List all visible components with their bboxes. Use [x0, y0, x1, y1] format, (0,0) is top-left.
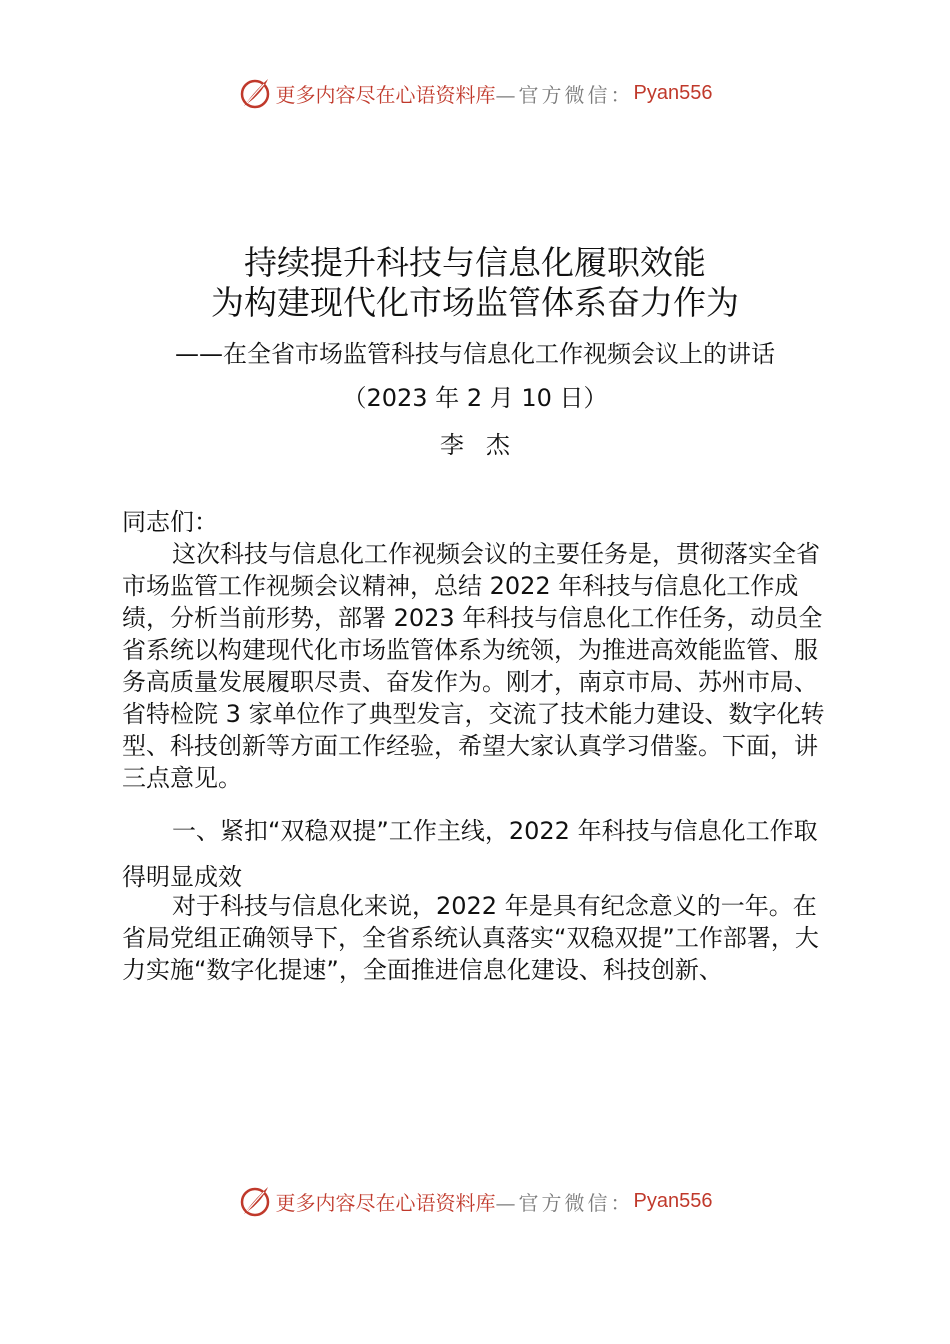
speech-date: （2023 年 2 月 10 日） — [342, 384, 608, 412]
document-subtitle: ——在全省市场监管科技与信息化工作视频会议上的讲话 — [175, 340, 775, 368]
body-paragraph-2: 对于科技与信息化来说，2022 年是具有纪念意义的一年。在省局党组正确领导下，全省系统认真落实“双稳双提”工作部署，大力实施“数字化提速”，全面推进信息化建设、科技创新、 — [122, 892, 819, 984]
salutation: 同志们： — [122, 508, 218, 536]
quill-logo-icon — [238, 1184, 272, 1218]
author-name: 李杰 — [440, 431, 532, 459]
banner-text: 更多内容尽在心语资料库 — [275, 1190, 496, 1215]
banner-official-label: —官方微信： — [495, 82, 634, 107]
banner-wechat-id: Pyan556 — [633, 81, 713, 104]
header-banner — [0, 73, 950, 113]
quill-logo-icon — [238, 76, 272, 110]
footer-banner — [0, 1181, 950, 1221]
body-paragraph-1: 这次科技与信息化工作视频会议的主要任务是，贯彻落实全省市场监管工作视频会议精神，总结 2022 年科技与信息化工作成绩，分析当前形势，部署 2023 年科技与信息化工作任务，动员全省系统以构建现代化市场监管体系为统领，为推进高效能监管、服务高质量发展履职尽责、奋发作为。刚才，南京市局、苏州市局、省特检院 3 家单位作了典型发言，交流了技术能力建设、数字化转型、科技创新等方面工作经验，希望大家认真学习借鉴。下面，讲三点意见。 — [122, 540, 825, 792]
document-title-line1: 持续提升科技与信息化履职效能 — [244, 243, 706, 282]
banner-official-label: —官方微信： — [495, 1190, 634, 1215]
banner-text: 更多内容尽在心语资料库 — [275, 82, 496, 107]
banner-wechat-id: Pyan556 — [633, 1189, 713, 1212]
section-heading-1: 一、紧扣“双稳双提”工作主线，2022 年科技与信息化工作取得明显成效 — [122, 817, 818, 891]
document-title-line2: 为构建现代化市场监管体系奋力作为 — [211, 283, 739, 322]
